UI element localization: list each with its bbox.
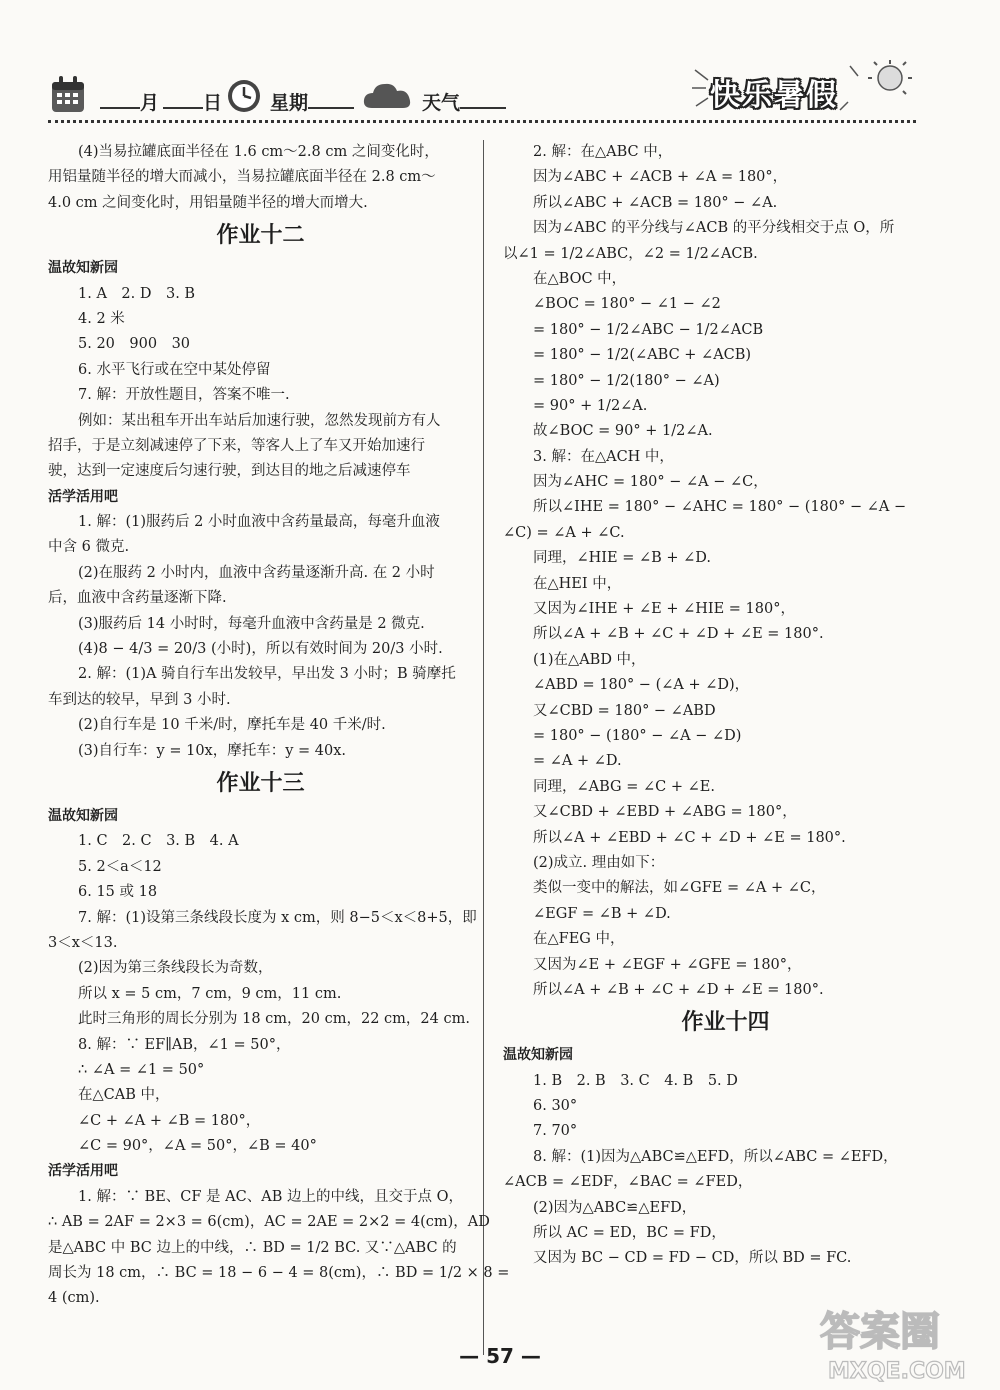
- weekday-label: 星期: [270, 92, 309, 114]
- answer-line: 类似一变中的解法，如∠GFE = ∠A + ∠C，: [533, 880, 826, 897]
- answer-line: 故∠BOC = 90° + 1/2∠A.: [533, 423, 713, 440]
- answer-line: (3)自行车：y = 10x，摩托车：y = 40x.: [78, 742, 347, 759]
- answer-line: 1. 解：∵ BE、CF 是 AC、AB 边上的中线，且交于点 O，: [78, 1188, 463, 1205]
- answer-line: 3＜x＜13.: [48, 934, 118, 951]
- answer-line: 所以∠A + ∠B + ∠C + ∠D + ∠E = 180°.: [533, 981, 824, 998]
- answer-line: ∠BOC = 180° − ∠1 − ∠2: [533, 296, 721, 313]
- answer-line: 周长为 18 cm，∴ BC = 18 − 6 − 4 = 8(cm)，∴ BD = 1/2 × 8 =: [48, 1265, 510, 1282]
- answer-line: = 180° − 1/2∠ABC − 1/2∠ACB: [533, 321, 764, 338]
- title-banner: [690, 58, 920, 120]
- answer-line: (2)因为第三条线段长为奇数，: [78, 960, 273, 977]
- column-divider: [483, 140, 484, 1355]
- answer-line: (4)8 − 4/3 = 20/3 (小时)，所以有效时间为 20/3 小时.: [78, 641, 443, 658]
- answer-line: 所以∠A + ∠EBD + ∠C + ∠D + ∠E = 180°.: [533, 829, 846, 846]
- answer-line: 4 (cm).: [48, 1290, 100, 1307]
- answer-line: 又因为∠E + ∠EGF + ∠GFE = 180°，: [533, 956, 802, 973]
- answer-line: 所以∠IHE = 180° − ∠AHC = 180° − (180° − ∠A −: [533, 499, 907, 516]
- answer-line: 所以 x = 5 cm，7 cm，9 cm，11 cm.: [78, 985, 342, 1002]
- page-number-value: 57: [486, 1344, 514, 1368]
- answer-line: 所以 AC = ED，BC = FD，: [533, 1225, 726, 1242]
- answer-line: 又因为∠IHE + ∠E + ∠HIE = 180°，: [533, 601, 795, 618]
- answer-line: 因为∠ABC + ∠ACB + ∠A = 180°，: [533, 169, 788, 186]
- page-number: [440, 1344, 560, 1368]
- answer-line: ∴ ∠A = ∠1 = 50°: [78, 1061, 205, 1078]
- header-divider: [48, 120, 916, 123]
- assignment-title: 作业十四: [681, 1010, 770, 1036]
- answer-line: 在△BOC 中，: [533, 270, 627, 287]
- page-number-deco: —: [513, 1344, 541, 1368]
- answer-line: 在△HEI 中，: [533, 575, 622, 592]
- answer-line: 6. 水平飞行或在空中某处停留: [78, 361, 271, 378]
- watermark-text: 答案圈: [820, 1309, 940, 1355]
- text-line: 4.0 cm 之间变化时，用铝量随半径的增大而增大.: [48, 194, 368, 211]
- page-number-deco: —: [459, 1344, 487, 1368]
- answer-line: 车到达的较早，早到 3 小时.: [48, 691, 231, 708]
- answer-line: (2)因为△ABC≌△EFD，: [533, 1199, 697, 1216]
- answer-line: (2)成立. 理由如下：: [533, 854, 665, 871]
- answer-line: ∠EGF = ∠B + ∠D.: [533, 905, 671, 922]
- answer-line: 中含 6 微克.: [48, 539, 130, 556]
- answer-line: (2)自行车是 10 千米/时，摩托车是 40 千米/时.: [78, 717, 386, 734]
- answer-line: 7. 解：开放性题目，答案不唯一.: [78, 387, 290, 404]
- clock-icon: [226, 78, 262, 114]
- answer-line: = 180° − (180° − ∠A − ∠D): [533, 727, 742, 744]
- answer-line: = 180° − 1/2(180° − ∠A): [533, 372, 720, 389]
- page-header: [0, 0, 1000, 130]
- answer-line: 后，血液中含药量逐渐下降.: [48, 590, 227, 607]
- answer-line: 在△CAB 中，: [78, 1087, 170, 1104]
- answer-line: 6. 30°: [533, 1098, 578, 1115]
- answer-line: (2)在服药 2 小时内，血液中含药量逐渐升高. 在 2 小时: [78, 564, 435, 581]
- answer-line: 8. 解：∵ EF∥AB，∠1 = 50°，: [78, 1036, 291, 1053]
- answer-line: 5. 2＜a＜12: [78, 858, 162, 875]
- day-label: 日: [203, 92, 223, 114]
- answer-line: = 180° − 1/2(∠ABC + ∠ACB): [533, 347, 752, 364]
- weather-label: 天气: [422, 92, 461, 114]
- watermark-url: MXQE.COM: [828, 1359, 966, 1384]
- right-column: [503, 140, 948, 1272]
- answer-line: 所以∠ABC + ∠ACB = 180° − ∠A.: [533, 194, 778, 211]
- answer-line: 驶，达到一定速度后匀速行驶，到达目的地之后减速停车: [48, 463, 411, 480]
- section-heading: 温故知新园: [48, 807, 118, 824]
- section-heading: 活学活用吧: [48, 488, 118, 505]
- answer-line: 又∠CBD = 180° − ∠ABD: [533, 702, 716, 719]
- section-heading: 活学活用吧: [48, 1163, 118, 1180]
- answer-line: 6. 15 或 18: [78, 884, 158, 901]
- section-heading: 温故知新园: [503, 1047, 573, 1064]
- answer-line: ∴ AB = 2AF = 2×3 = 6(cm)，AC = 2AE = 2×2 = 4(cm)，AD: [48, 1214, 490, 1231]
- answer-line: 同理，∠ABG = ∠C + ∠E.: [533, 778, 715, 795]
- answer-line: 是△ABC 中 BC 边上的中线，∴ BD = 1/2 BC. 又∵△ABC 的: [48, 1239, 457, 1256]
- answer-line: 2. 解：(1)A 骑自行车出发较早，早出发 3 小时；B 骑摩托: [78, 666, 456, 683]
- answer-line: ∠C = 90°，∠A = 50°，∠B = 40°: [78, 1138, 317, 1155]
- answer-line: 1. C 2. C 3. B 4. A: [78, 833, 239, 850]
- answer-line: 同理，∠HIE = ∠B + ∠D.: [533, 550, 712, 567]
- answer-line: ∠ACB = ∠EDF，∠BAC = ∠FED，: [503, 1174, 753, 1191]
- answer-line: 7. 70°: [533, 1123, 578, 1140]
- answer-line: 1. B 2. B 3. C 4. B 5. D: [533, 1072, 738, 1089]
- answer-line: 此时三角形的周长分别为 18 cm，20 cm，22 cm，24 cm.: [78, 1011, 470, 1028]
- answer-line: 8. 解：(1)因为△ABC≌△EFD，所以∠ABC = ∠EFD，: [533, 1148, 898, 1165]
- answer-line: 因为∠AHC = 180° − ∠A − ∠C，: [533, 474, 768, 491]
- answer-line: 因为∠ABC 的平分线与∠ACB 的平分线相交于点 O，所: [533, 220, 895, 237]
- answer-line: 所以∠A + ∠B + ∠C + ∠D + ∠E = 180°.: [533, 626, 824, 643]
- section-heading: 温故知新园: [48, 260, 118, 277]
- answer-line: = ∠A + ∠D.: [533, 753, 622, 770]
- answer-line: 3. 解：在△ACH 中，: [533, 448, 674, 465]
- assignment-title: 作业十三: [216, 770, 305, 796]
- answer-line: 又因为 BC − CD = FD − CD，所以 BD = FC.: [533, 1250, 852, 1267]
- answer-line: 又∠CBD + ∠EBD + ∠ABG = 180°，: [533, 804, 797, 821]
- answer-line: (1)在△ABD 中，: [533, 651, 646, 668]
- header-title: 快乐暑假: [710, 78, 838, 113]
- assignment-title: 作业十二: [216, 223, 305, 249]
- answer-line: 招手，于是立刻减速停了下来，等客人上了车又开始加速行: [48, 437, 425, 454]
- answer-line: 以∠1 = 1/2∠ABC，∠2 = 1/2∠ACB.: [503, 245, 758, 262]
- calendar-icon: [50, 74, 86, 114]
- answer-line: 5. 20 900 30: [78, 336, 191, 353]
- answer-line: (3)服药后 14 小时时，每毫升血液中含药量是 2 微克.: [78, 615, 425, 632]
- text-line: 用铝量随半径的增大而减小，当易拉罐底面半径在 2.8 cm～: [48, 169, 436, 186]
- answer-line: 4. 2 米: [78, 310, 125, 327]
- answer-line: 1. 解：(1)服药后 2 小时血液中含药量最高，每毫升血液: [78, 514, 440, 531]
- answer-line: 7. 解：(1)设第三条线段长度为 x cm，则 8−5＜x＜8+5，即: [78, 909, 477, 926]
- text-line: (4)当易拉罐底面半径在 1.6 cm～2.8 cm 之间变化时，: [78, 144, 439, 160]
- month-label: 月: [140, 92, 160, 114]
- answer-line: 2. 解：在△ABC 中，: [533, 144, 673, 160]
- left-column: [48, 140, 510, 1312]
- cloud-icon: [362, 80, 414, 112]
- answer-line: ∠C + ∠A + ∠B = 180°，: [78, 1112, 261, 1129]
- answer-line: 例如：某出租车开出车站后加速行驶，忽然发现前方有人: [78, 412, 441, 429]
- answer-line: = 90° + 1/2∠A.: [533, 397, 648, 414]
- watermark-logo: [810, 1300, 990, 1385]
- answer-line: 1. A 2. D 3. B: [78, 285, 196, 302]
- answer-line: ∠C) = ∠A + ∠C.: [503, 524, 625, 541]
- answer-line: 在△FEG 中，: [533, 931, 625, 948]
- answer-line: ∠ABD = 180° − (∠A + ∠D)，: [533, 677, 750, 694]
